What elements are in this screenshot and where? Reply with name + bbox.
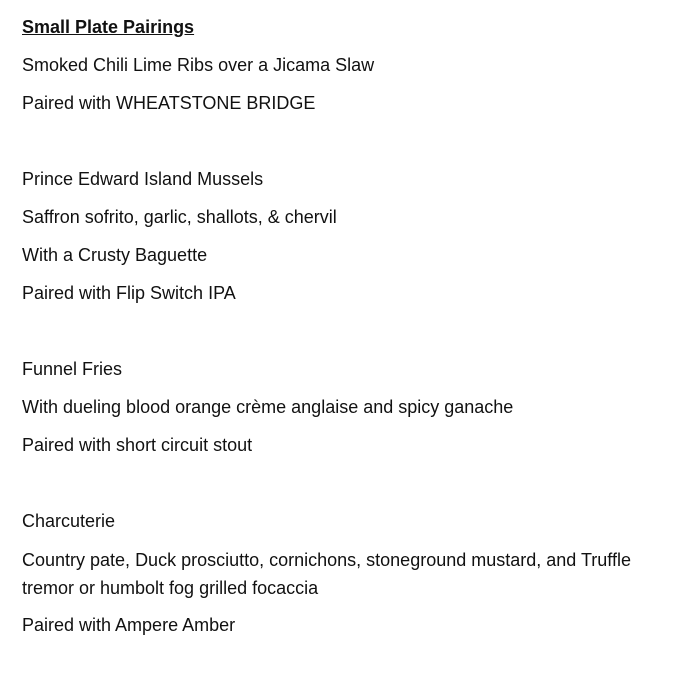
pairing-charcuterie: Paired with Ampere Amber [22,615,236,635]
dish-detail-mussels-1: Saffron sofrito, garlic, shallots, & chervil [22,207,337,227]
section-spacer [22,470,662,508]
dish-name-charcuterie: Charcuterie [22,511,116,531]
dish-name-ribs: Smoked Chili Lime Ribs over a Jicama Slaw [22,55,375,75]
pairing-mussels: Paired with Flip Switch IPA [22,283,236,303]
dish-name-mussels: Prince Edward Island Mussels [22,169,264,189]
page-title: Small Plate Pairings [22,17,195,37]
pairing-ribs: Paired with WHEATSTONE BRIDGE [22,93,316,113]
dish-detail-funnel-fries: With dueling blood orange crème anglaise and spicy ganache [22,397,514,417]
menu-document [22,14,662,650]
section-spacer [22,318,662,356]
dish-detail-charcuterie: Country pate, Duck prosciutto, cornichons, stoneground mustard, and Truffle tremor or humbolt fog grilled focaccia [22,550,631,598]
pairing-funnel-fries: Paired with short circuit stout [22,435,253,455]
dish-detail-mussels-2: With a Crusty Baguette [22,245,208,265]
section-spacer [22,128,662,166]
dish-name-funnel-fries: Funnel Fries [22,359,123,379]
